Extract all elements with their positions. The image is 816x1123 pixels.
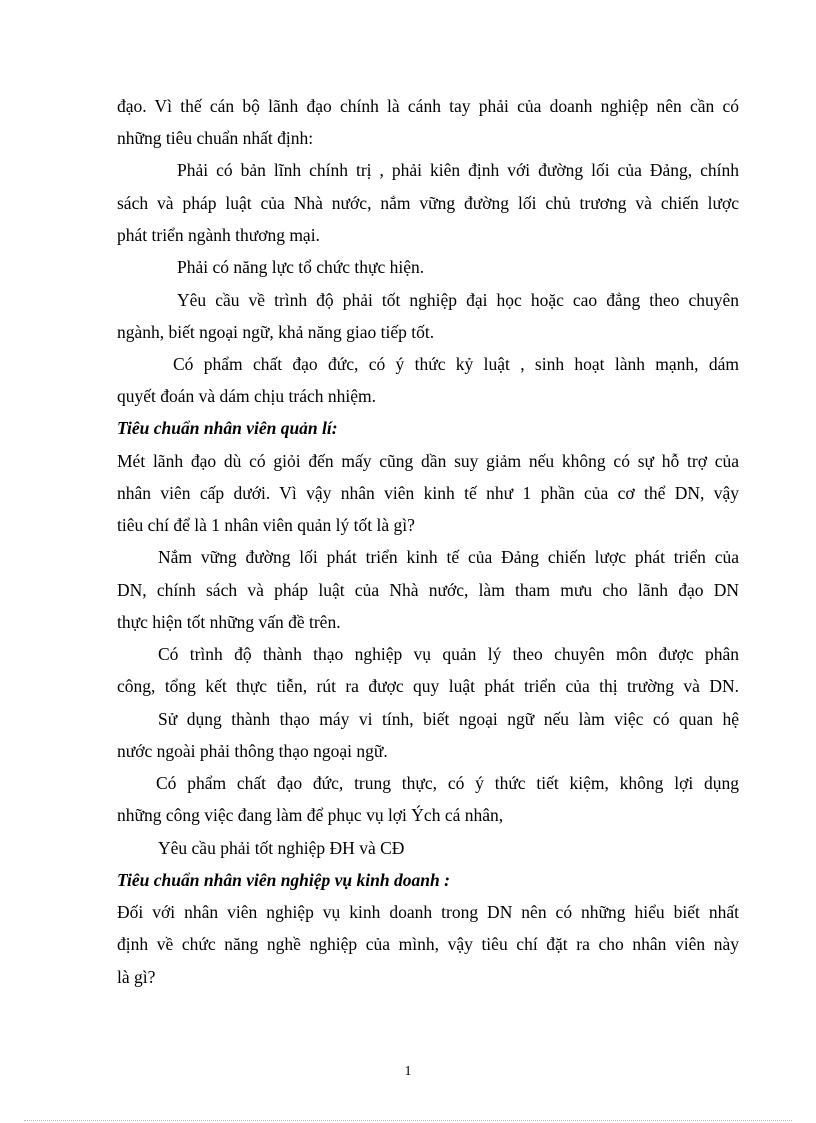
- paragraph-line: nhân viên cấp dưới. Vì vậy nhân viên kinh tế như 1 phần của cơ thể DN, vậy: [117, 483, 739, 503]
- page-bottom-rule: [24, 1120, 792, 1121]
- paragraph-line: những công việc đang làm để phục vụ lợi Ých cá nhân,: [117, 805, 504, 825]
- paragraph-line: tiêu chí để là 1 nhân viên quản lý tốt là gì?: [117, 515, 415, 535]
- paragraph-line: Có trình độ thành thạo nghiệp vụ quản lý theo chuyên môn được phân: [158, 644, 739, 664]
- page-number: 1: [404, 1064, 412, 1079]
- paragraph-line: ngành, biết ngoại ngữ, khả năng giao tiếp tốt.: [117, 322, 435, 342]
- paragraph-line: phát triển ngành thương mại.: [117, 225, 320, 245]
- paragraph-line: Sử dụng thành thạo máy vi tính, biết ngoại ngữ nếu làm việc có quan hệ: [158, 709, 739, 729]
- paragraph-line: DN, chính sách và pháp luật của Nhà nước, làm tham mưu cho lãnh đạo DN: [117, 580, 739, 600]
- section-heading: Tiêu chuẩn nhân viên quản lí:: [117, 418, 338, 438]
- paragraph-line: Có phẩm chất đạo đức, có ý thức kỷ luật , sinh hoạt lành mạnh, dám: [173, 354, 739, 374]
- paragraph-line: Nắm vững đường lối phát triển kinh tế của Đảng chiến lược phát triển của: [158, 547, 739, 567]
- paragraph-line: Mét lãnh đạo dù có giỏi đến mấy cũng dần suy giảm nếu không có sự hỗ trợ của: [117, 451, 739, 471]
- paragraph-line: những tiêu chuẩn nhất định:: [117, 128, 314, 148]
- paragraph-line: Đối với nhân viên nghiệp vụ kinh doanh trong DN nên có những hiểu biết nhất: [117, 902, 739, 922]
- paragraph-line: Phải có bản lĩnh chính trị , phải kiên định với đường lối của Đảng, chính: [177, 160, 739, 180]
- paragraph-line: đạo. Vì thế cán bộ lãnh đạo chính là cánh tay phải của doanh nghiệp nên cần có: [117, 96, 739, 116]
- paragraph-line: Yêu cầu phải tốt nghiệp ĐH và CĐ: [158, 838, 405, 858]
- paragraph-line: sách và pháp luật của Nhà nước, nắm vững đường lối chủ trương và chiến lược: [117, 193, 739, 213]
- paragraph-line: định về chức năng nghề nghiệp của mình, vậy tiêu chí đặt ra cho nhân viên này: [117, 934, 739, 954]
- paragraph-line: là gì?: [117, 967, 156, 987]
- paragraph-line: quyết đoán và dám chịu trách nhiệm.: [117, 386, 377, 406]
- section-heading: Tiêu chuẩn nhân viên nghiệp vụ kinh doanh :: [117, 870, 450, 890]
- paragraph-line: thực hiện tốt những vấn đề trên.: [117, 612, 341, 632]
- paragraph-line: Phải có năng lực tổ chức thực hiện.: [177, 257, 425, 277]
- paragraph-line: Yêu cầu về trình độ phải tốt nghiệp đại học hoặc cao đẳng theo chuyên: [177, 290, 739, 310]
- paragraph-line: Có phẩm chất đạo đức, trung thực, có ý thức tiết kiệm, không lợi dụng: [156, 773, 739, 793]
- paragraph-line: nước ngoài phải thông thạo ngoại ngữ.: [117, 741, 388, 761]
- paragraph-line: công, tổng kết thực tiễn, rút ra được quy luật phát triển của thị trường và DN.: [117, 676, 739, 696]
